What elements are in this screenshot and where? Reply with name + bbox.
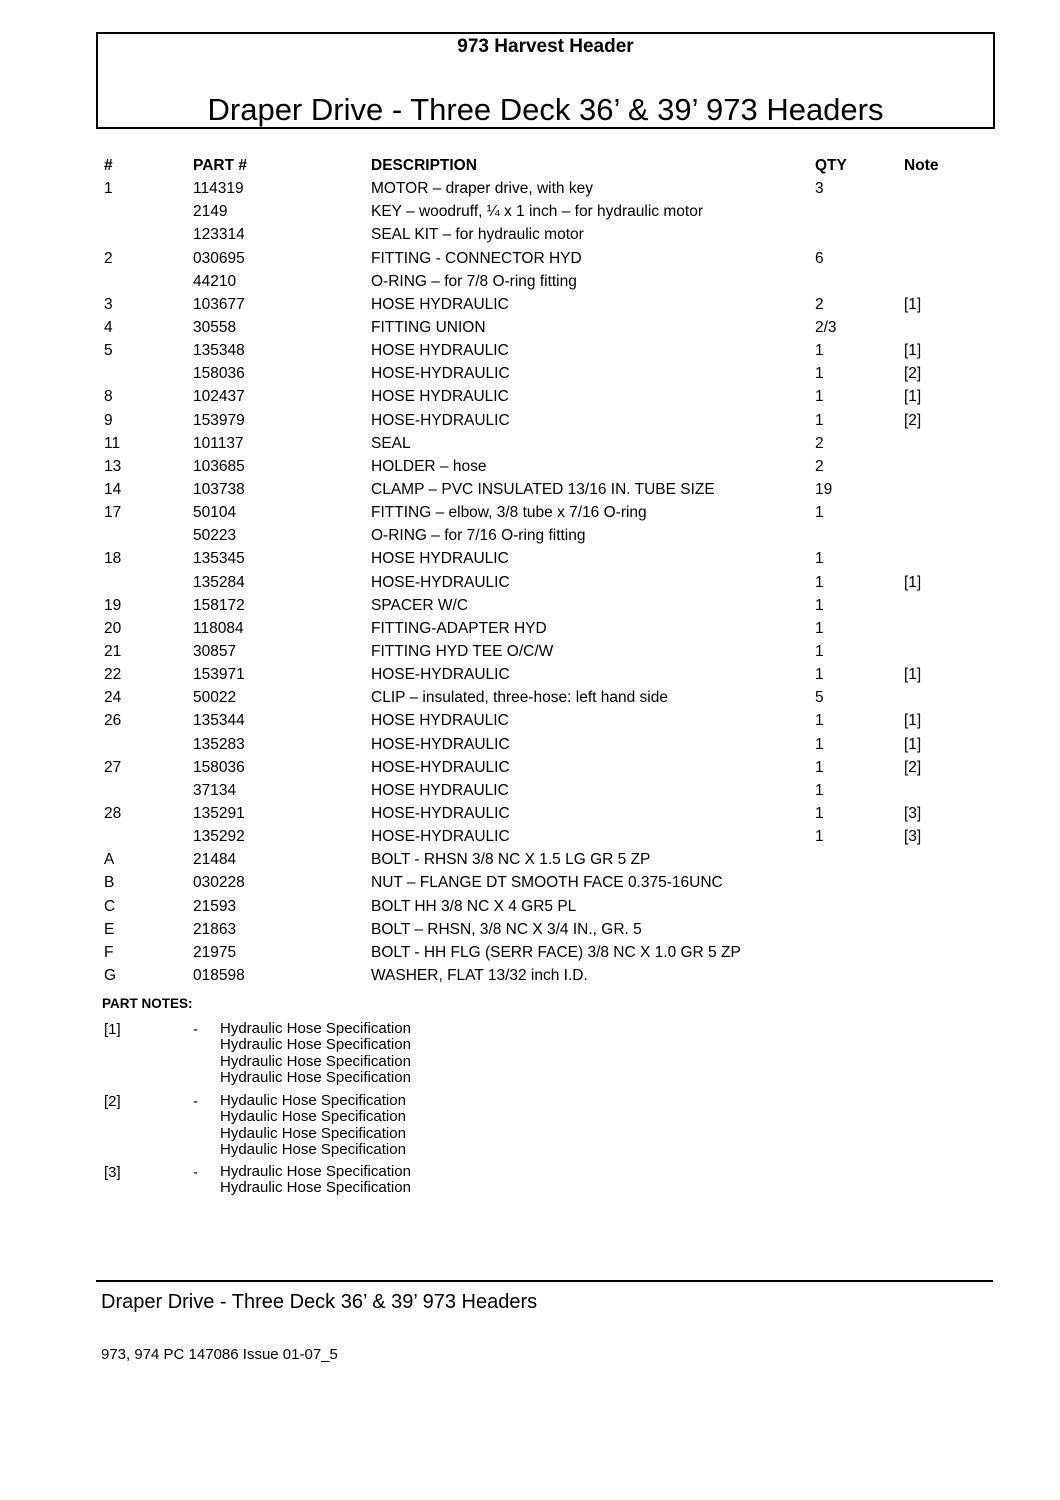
part-number-index: 2 xyxy=(104,249,113,267)
part-quantity: 6 xyxy=(815,249,824,267)
part-description: FITTING-ADAPTER HYD xyxy=(371,619,547,637)
part-number: 50223 xyxy=(193,527,237,545)
part-number: 135344 xyxy=(193,712,245,730)
note-lines xyxy=(220,1093,406,1158)
part-number: 135345 xyxy=(193,550,245,568)
part-description: HOSE-HYDRAULIC xyxy=(371,573,510,591)
part-number-index: A xyxy=(104,851,115,869)
part-note-ref: [1] xyxy=(904,573,922,591)
note-line: Hydaulic Hose Specification xyxy=(220,1140,406,1158)
part-number: 135348 xyxy=(193,342,245,360)
part-number-index: 20 xyxy=(104,619,122,637)
part-number: 158036 xyxy=(193,758,245,776)
table-row xyxy=(104,848,984,871)
part-description: HOSE HYDRAULIC xyxy=(371,712,509,730)
table-row xyxy=(104,339,984,362)
part-quantity: 5 xyxy=(815,689,824,707)
part-description: HOSE HYDRAULIC xyxy=(371,550,509,568)
part-description: O-RING – for 7/8 O-ring fitting xyxy=(371,272,577,290)
part-description: FITTING HYD TEE O/C/W xyxy=(371,642,554,660)
header-box xyxy=(96,32,995,129)
part-number: 44210 xyxy=(193,272,237,290)
part-quantity: 1 xyxy=(815,781,824,799)
part-quantity: 2 xyxy=(815,457,824,475)
table-row xyxy=(104,825,984,848)
note-dash: - xyxy=(193,1093,198,1110)
part-number: 158036 xyxy=(193,365,245,383)
note-dash: - xyxy=(193,1164,198,1181)
note-line: Hydaulic Hose Specification xyxy=(220,1108,406,1126)
part-quantity: 1 xyxy=(815,342,824,360)
part-description: SPACER W/C xyxy=(371,596,469,614)
part-number-index: G xyxy=(104,966,117,984)
part-number: 118084 xyxy=(193,619,244,637)
part-number: 101137 xyxy=(193,434,244,452)
part-number: 135284 xyxy=(193,573,245,591)
table-row xyxy=(104,409,984,432)
part-number: 102437 xyxy=(193,388,245,406)
part-description: FITTING – elbow, 3/8 tube x 7/16 O-ring xyxy=(371,504,647,522)
part-number-index: B xyxy=(104,874,115,892)
note-key: [1] xyxy=(104,1021,121,1038)
table-row xyxy=(104,362,984,385)
part-note-ref: [1] xyxy=(904,735,922,753)
part-number-index: 28 xyxy=(104,804,122,822)
table-row xyxy=(104,478,984,501)
page-title: Draper Drive - Three Deck 36’ & 39’ 973 Headers xyxy=(207,92,884,127)
part-number: 103685 xyxy=(193,457,245,475)
table-row xyxy=(104,455,984,478)
table-row xyxy=(104,432,984,455)
table-row xyxy=(104,895,984,918)
table-row xyxy=(104,941,984,964)
table-row xyxy=(104,756,984,779)
part-number-index: F xyxy=(104,943,114,961)
part-number-index: 19 xyxy=(104,596,122,614)
part-number: 30558 xyxy=(193,318,237,336)
part-number: 21593 xyxy=(193,897,237,915)
part-description: HOSE HYDRAULIC xyxy=(371,295,509,313)
table-row xyxy=(104,594,984,617)
part-quantity: 3 xyxy=(815,180,824,198)
part-note-ref: [1] xyxy=(904,295,922,313)
part-number-index: 3 xyxy=(104,295,113,313)
part-number-index: 21 xyxy=(104,642,122,660)
part-quantity: 2 xyxy=(815,295,824,313)
part-number-index: E xyxy=(104,920,115,938)
part-number: 135283 xyxy=(193,735,245,753)
table-row xyxy=(104,733,984,756)
part-number: 030695 xyxy=(193,249,245,267)
part-quantity: 1 xyxy=(815,411,824,429)
table-row xyxy=(104,802,984,825)
part-description: BOLT - RHSN 3/8 NC X 1.5 LG GR 5 ZP xyxy=(371,851,651,869)
part-number: 018598 xyxy=(193,966,245,984)
part-note-ref: [1] xyxy=(904,342,922,360)
table-row xyxy=(104,177,984,200)
part-number-index: 14 xyxy=(104,480,122,498)
table-row xyxy=(104,871,984,894)
note-dash: - xyxy=(193,1021,198,1038)
part-description: NUT – FLANGE DT SMOOTH FACE 0.375-16UNC xyxy=(371,874,723,892)
table-row xyxy=(104,200,984,223)
part-description: WASHER, FLAT 13/32 inch I.D. xyxy=(371,966,588,984)
part-description: HOSE-HYDRAULIC xyxy=(371,411,510,429)
note-lines xyxy=(220,1164,411,1197)
part-number: 153971 xyxy=(193,666,245,684)
table-row xyxy=(104,964,984,987)
part-description: HOSE-HYDRAULIC xyxy=(371,828,510,846)
table-row xyxy=(104,524,984,547)
part-description: CLAMP – PVC INSULATED 13/16 IN. TUBE SIZE xyxy=(371,480,715,498)
part-quantity: 1 xyxy=(815,504,824,522)
part-description: HOSE-HYDRAULIC xyxy=(371,735,510,753)
part-quantity: 1 xyxy=(815,758,824,776)
part-description: SEAL xyxy=(371,434,411,452)
part-quantity: 2 xyxy=(815,434,824,452)
part-note-ref: [2] xyxy=(904,758,922,776)
part-number-index: 18 xyxy=(104,550,122,568)
part-number: 103677 xyxy=(193,295,245,313)
part-description: KEY – woodruff, ¼ x 1 inch – for hydraulic motor xyxy=(371,203,703,221)
part-description: SEAL KIT – for hydraulic motor xyxy=(371,226,584,244)
part-quantity: 1 xyxy=(815,596,824,614)
part-number-index: 17 xyxy=(104,504,122,522)
part-number-index: 22 xyxy=(104,666,122,684)
part-quantity: 1 xyxy=(815,388,824,406)
part-description: FITTING UNION xyxy=(371,318,486,336)
table-row xyxy=(104,709,984,732)
part-number: 21975 xyxy=(193,943,237,961)
part-description: MOTOR – draper drive, with key xyxy=(371,180,593,198)
part-number: 135292 xyxy=(193,828,245,846)
footer-divider xyxy=(96,1280,993,1282)
part-number-index: C xyxy=(104,897,116,915)
footer-document-code: 973, 974 PC 147086 Issue 01-07_5 xyxy=(101,1346,338,1363)
note-line: Hydaulic Hose Specification xyxy=(220,1124,406,1142)
part-number: 2149 xyxy=(193,203,228,221)
note-key: [3] xyxy=(104,1164,121,1181)
part-number-index: 5 xyxy=(104,342,113,360)
part-description: FITTING - CONNECTOR HYD xyxy=(371,249,582,267)
part-description: HOSE-HYDRAULIC xyxy=(371,666,510,684)
table-row xyxy=(104,501,984,524)
part-number-index: 24 xyxy=(104,689,122,707)
part-quantity: 1 xyxy=(815,828,824,846)
table-row xyxy=(104,316,984,339)
part-description: O-RING – for 7/16 O-ring fitting xyxy=(371,527,586,545)
table-row xyxy=(104,918,984,941)
table-row xyxy=(104,686,984,709)
table-row xyxy=(104,779,984,802)
part-number: 50022 xyxy=(193,689,237,707)
table-row xyxy=(104,617,984,640)
part-number: 135291 xyxy=(193,804,245,822)
part-note-ref: [1] xyxy=(904,666,922,684)
part-number: 21863 xyxy=(193,920,237,938)
part-quantity: 1 xyxy=(815,619,824,637)
parts-table xyxy=(104,154,984,987)
part-note-ref: [3] xyxy=(904,828,922,846)
part-number: 114319 xyxy=(193,180,244,198)
part-notes-heading: PART NOTES: xyxy=(102,996,193,1011)
header-subtitle: 973 Harvest Header xyxy=(457,36,634,57)
part-description: HOSE-HYDRAULIC xyxy=(371,365,510,383)
part-number: 37134 xyxy=(193,781,237,799)
part-quantity: 19 xyxy=(815,480,833,498)
table-row xyxy=(104,385,984,408)
column-header-note: Note xyxy=(904,157,939,174)
table-row xyxy=(104,571,984,594)
part-number-index: 11 xyxy=(104,434,121,452)
part-description: HOSE HYDRAULIC xyxy=(371,781,509,799)
part-quantity: 1 xyxy=(815,573,824,591)
note-line: Hydraulic Hose Specification xyxy=(220,1163,411,1180)
part-number-index: 27 xyxy=(104,758,122,776)
part-number: 21484 xyxy=(193,851,237,869)
part-number: 30857 xyxy=(193,642,237,660)
part-number: 103738 xyxy=(193,480,245,498)
part-description: BOLT - HH FLG (SERR FACE) 3/8 NC X 1.0 GR 5 ZP xyxy=(371,943,741,961)
part-number: 50104 xyxy=(193,504,237,522)
part-description: HOSE HYDRAULIC xyxy=(371,388,509,406)
note-key: [2] xyxy=(104,1093,121,1110)
part-number: 123314 xyxy=(193,226,245,244)
table-row xyxy=(104,293,984,316)
footer-title: Draper Drive - Three Deck 36’ & 39’ 973 Headers xyxy=(101,1291,538,1313)
part-quantity: 1 xyxy=(815,804,824,822)
part-quantity: 1 xyxy=(815,365,824,383)
part-number: 153979 xyxy=(193,411,245,429)
note-line: Hydraulic Hose Specification xyxy=(220,1179,411,1197)
part-description: HOLDER – hose xyxy=(371,457,487,475)
part-quantity: 1 xyxy=(815,642,824,660)
part-description: CLIP – insulated, three-hose: left hand side xyxy=(371,689,668,707)
part-number: 158172 xyxy=(193,596,245,614)
part-number-index: 13 xyxy=(104,457,122,475)
note-lines xyxy=(220,1021,411,1086)
column-header-description: DESCRIPTION xyxy=(371,157,477,174)
note-line: Hydraulic Hose Specification xyxy=(220,1036,411,1054)
part-description: HOSE-HYDRAULIC xyxy=(371,804,510,822)
part-number-index: 4 xyxy=(104,318,113,336)
part-note-ref: [3] xyxy=(904,804,922,822)
part-number-index: 9 xyxy=(104,411,113,429)
part-note-ref: [2] xyxy=(904,411,922,429)
part-number-index: 8 xyxy=(104,388,113,406)
part-description: BOLT HH 3/8 NC X 4 GR5 PL xyxy=(371,897,577,915)
table-row xyxy=(104,247,984,270)
part-note-ref: [1] xyxy=(904,712,922,730)
part-quantity: 2/3 xyxy=(815,318,837,336)
note-line: Hydraulic Hose Specification xyxy=(220,1020,411,1037)
part-description: HOSE HYDRAULIC xyxy=(371,342,509,360)
part-quantity: 1 xyxy=(815,550,824,568)
table-row xyxy=(104,663,984,686)
table-row xyxy=(104,270,984,293)
part-description: BOLT – RHSN, 3/8 NC X 3/4 IN., GR. 5 xyxy=(371,920,642,938)
part-number-index: 1 xyxy=(104,180,113,198)
part-quantity: 1 xyxy=(815,712,824,730)
table-row xyxy=(104,640,984,663)
table-row xyxy=(104,547,984,570)
column-header-part: PART # xyxy=(193,157,247,174)
note-line: Hydraulic Hose Specification xyxy=(220,1052,411,1070)
part-description: HOSE-HYDRAULIC xyxy=(371,758,510,776)
part-number: 030228 xyxy=(193,874,245,892)
part-quantity: 1 xyxy=(815,735,824,753)
part-note-ref: [1] xyxy=(904,388,922,406)
part-quantity: 1 xyxy=(815,666,824,684)
note-line: Hydraulic Hose Specification xyxy=(220,1068,411,1086)
part-note-ref: [2] xyxy=(904,365,922,383)
table-header-row xyxy=(104,154,984,177)
column-header-number: # xyxy=(104,157,113,174)
table-row xyxy=(104,223,984,246)
note-line: Hydaulic Hose Specification xyxy=(220,1092,406,1109)
part-number-index: 26 xyxy=(104,712,122,730)
column-header-qty: QTY xyxy=(815,157,847,174)
